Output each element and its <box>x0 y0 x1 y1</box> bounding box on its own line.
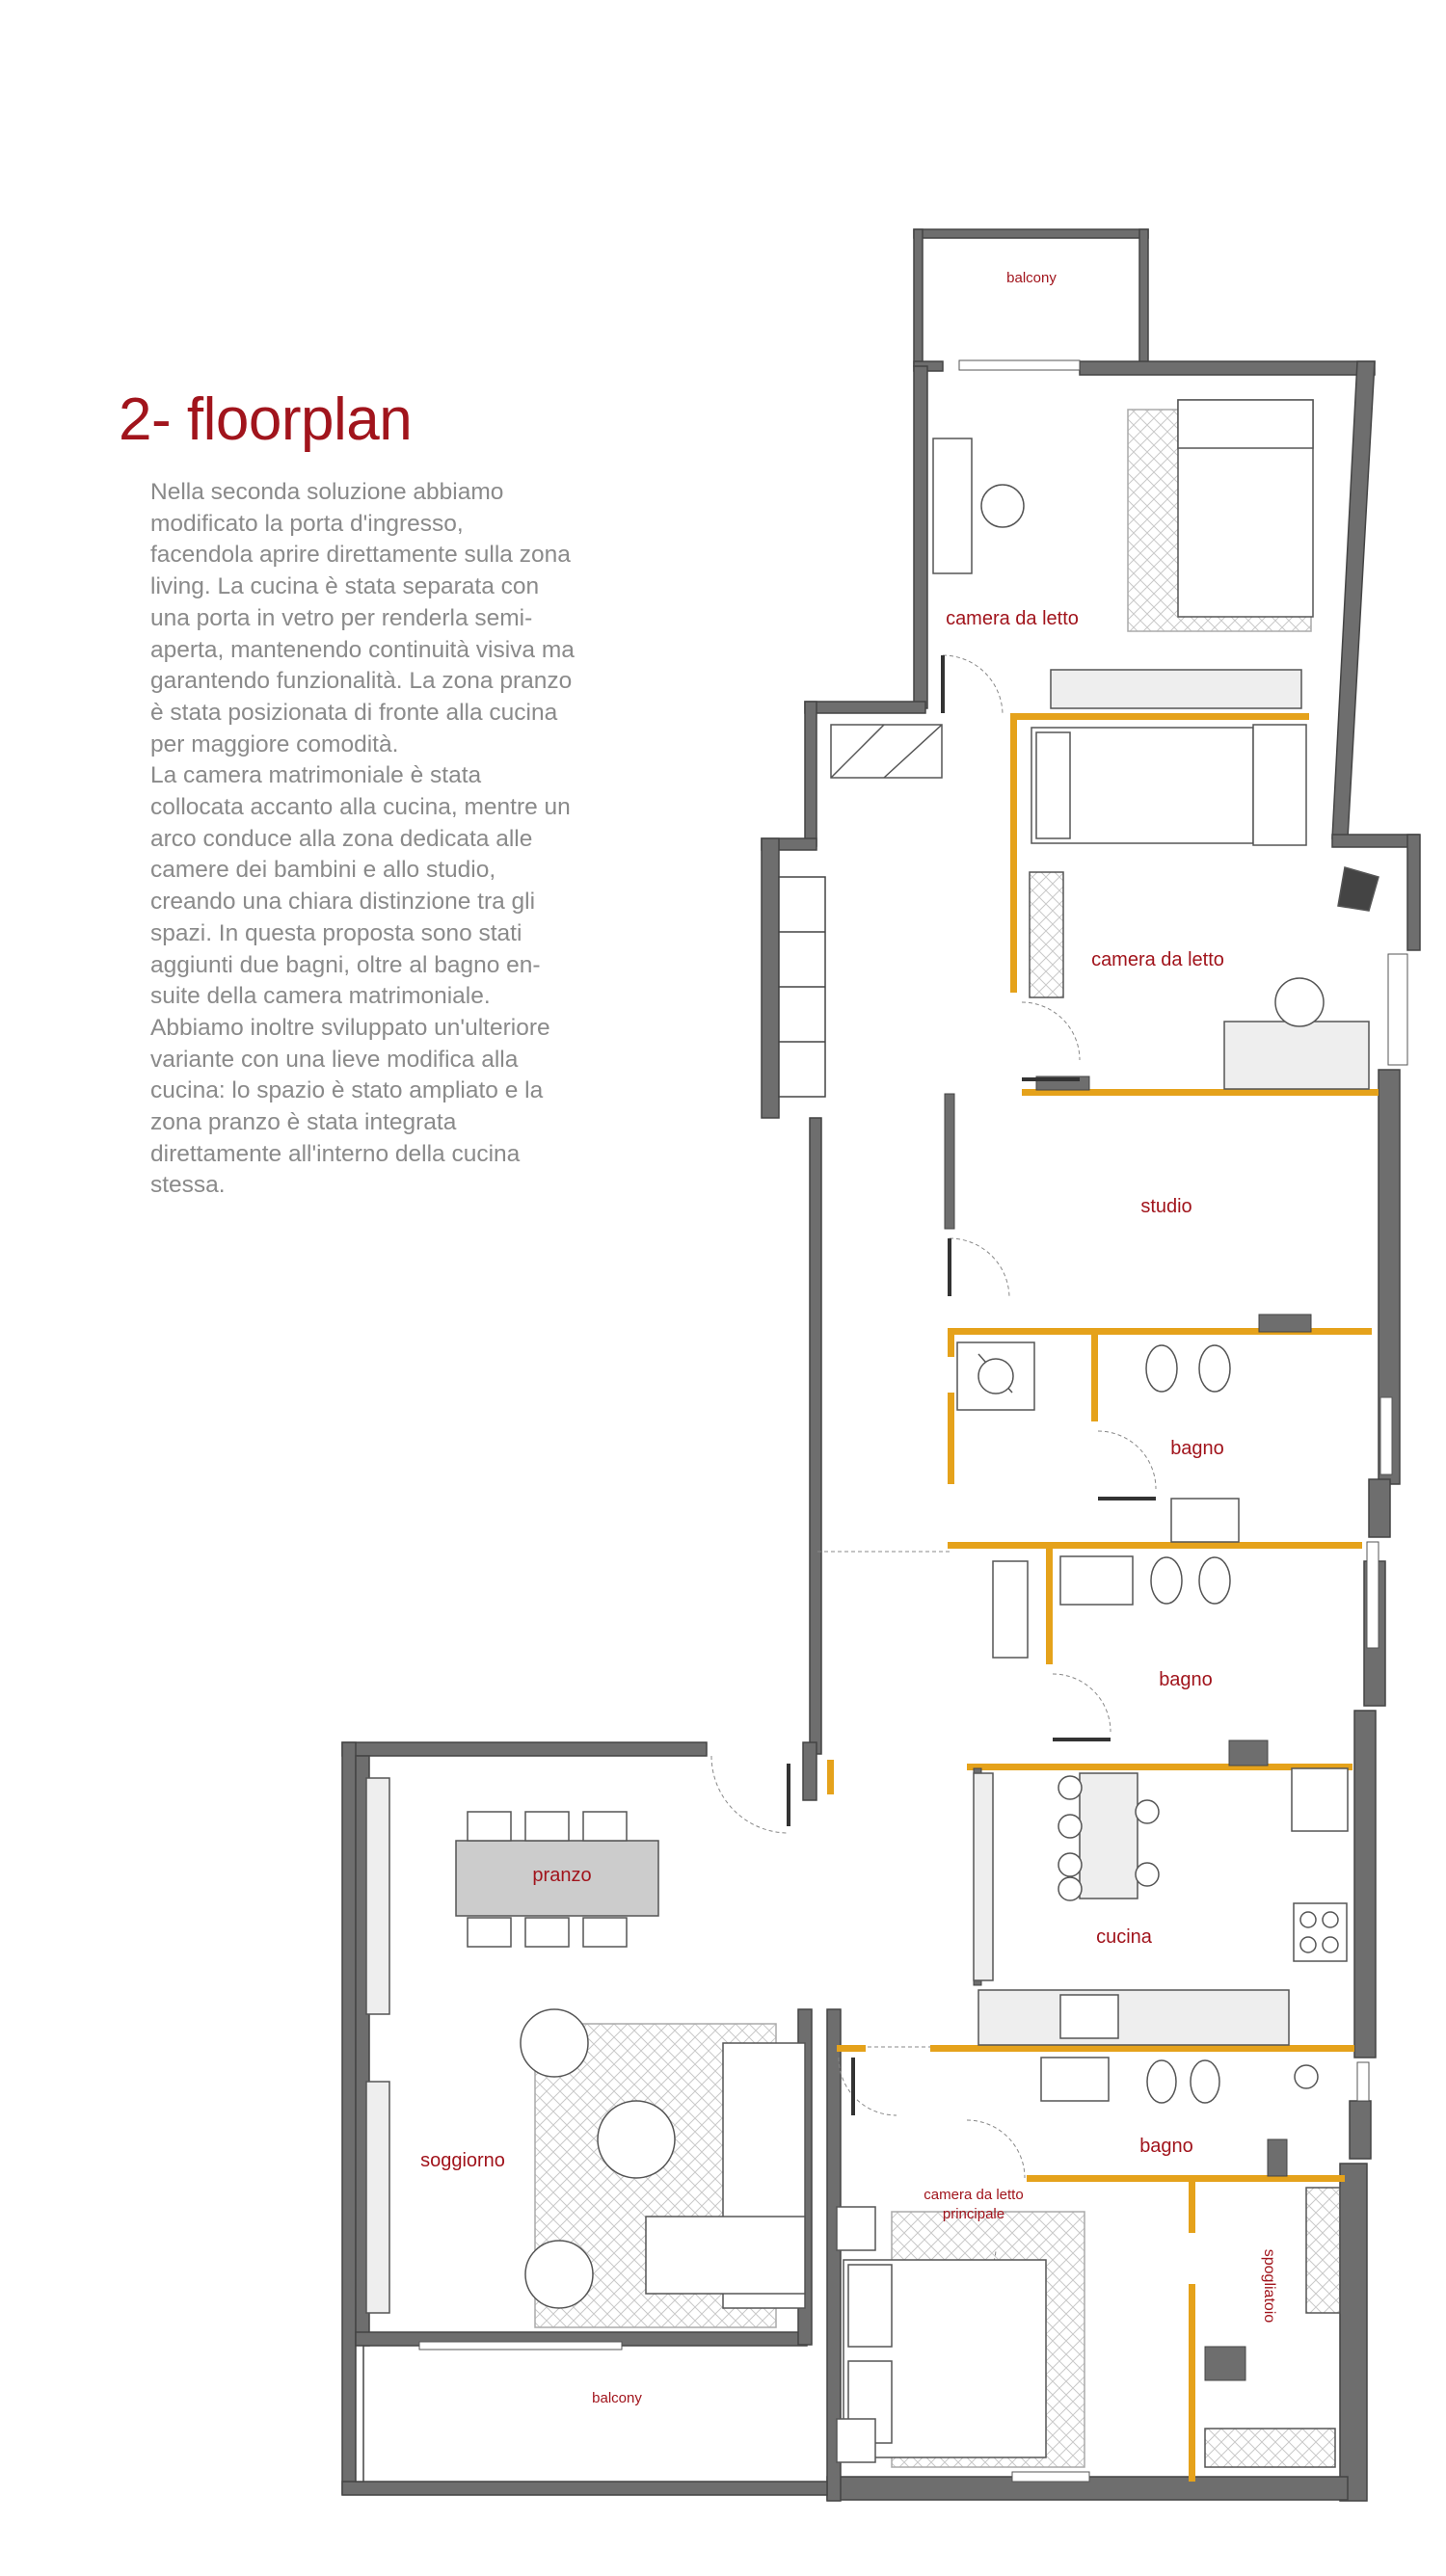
room-label-balcony-bottom: balcony <box>592 2390 642 2406</box>
page-title: 2- floorplan <box>119 386 413 453</box>
description-line: arco conduce alla zona dedicata alle <box>150 825 533 852</box>
room-label-bagno-3: bagno <box>1139 2136 1193 2157</box>
room-label-spogliatoio: spogliatoio <box>1261 2248 1277 2324</box>
room-label-bagno-2: bagno <box>1159 1669 1213 1690</box>
description-line: cucina: lo spazio è stato ampliato e la <box>150 1077 544 1104</box>
description-line: modificato la porta d'ingresso, <box>150 510 464 537</box>
room-label-camera-1: camera da letto <box>946 608 1079 629</box>
room-label-camera-principale-2: principale <box>942 2206 1005 2222</box>
description-line: una porta in vetro per renderla semi- <box>150 604 533 631</box>
description-line: Abbiamo inoltre sviluppato un'ulteriore <box>150 1014 550 1041</box>
description-line: aggiunti due bagni, oltre al bagno en- <box>150 951 541 978</box>
room-label-camera-principale: camera da letto <box>924 2187 1024 2203</box>
description-line: variante con una lieve modifica alla <box>150 1046 519 1073</box>
room-label-bagno-1: bagno <box>1170 1438 1224 1459</box>
room-label-balcony-top: balcony <box>1006 270 1057 286</box>
description-line: facendola aprire direttamente sulla zona <box>150 542 571 569</box>
room-label-pranzo: pranzo <box>532 1865 592 1886</box>
description-line: La camera matrimoniale è stata <box>150 762 482 789</box>
description-line: creando una chiara distinzione tra gli <box>150 889 536 916</box>
room-label-camera-2: camera da letto <box>1091 949 1224 970</box>
description-line: garantendo funzionalità. La zona pranzo <box>150 668 573 695</box>
description-line: stessa. <box>150 1172 226 1199</box>
description-line: aperta, mantenendo continuità visiva ma <box>150 636 575 663</box>
description-line: Nella seconda soluzione abbiamo <box>150 479 504 505</box>
description-line: living. La cucina è stata separata con <box>150 573 540 600</box>
interior-walls <box>942 1076 1311 2380</box>
description-line: spazi. In questa proposta sono stati <box>150 919 522 946</box>
description-line: camere dei bambini e allo studio, <box>150 857 496 884</box>
description-line: per maggiore comodità. <box>150 730 399 757</box>
room-label-studio: studio <box>1140 1196 1192 1217</box>
description-line: suite della camera matrimoniale. <box>150 983 491 1010</box>
room-label-cucina: cucina <box>1096 1926 1152 1948</box>
room-label-soggiorno: soggiorno <box>420 2150 505 2171</box>
description-line: è stata posizionata di fronte alla cucina <box>150 699 558 726</box>
description-line: direttamente all'interno della cucina <box>150 1140 521 1167</box>
description-line: collocata accanto alla cucina, mentre un <box>150 794 571 821</box>
description-line: zona pranzo è stata integrata <box>150 1109 457 1136</box>
